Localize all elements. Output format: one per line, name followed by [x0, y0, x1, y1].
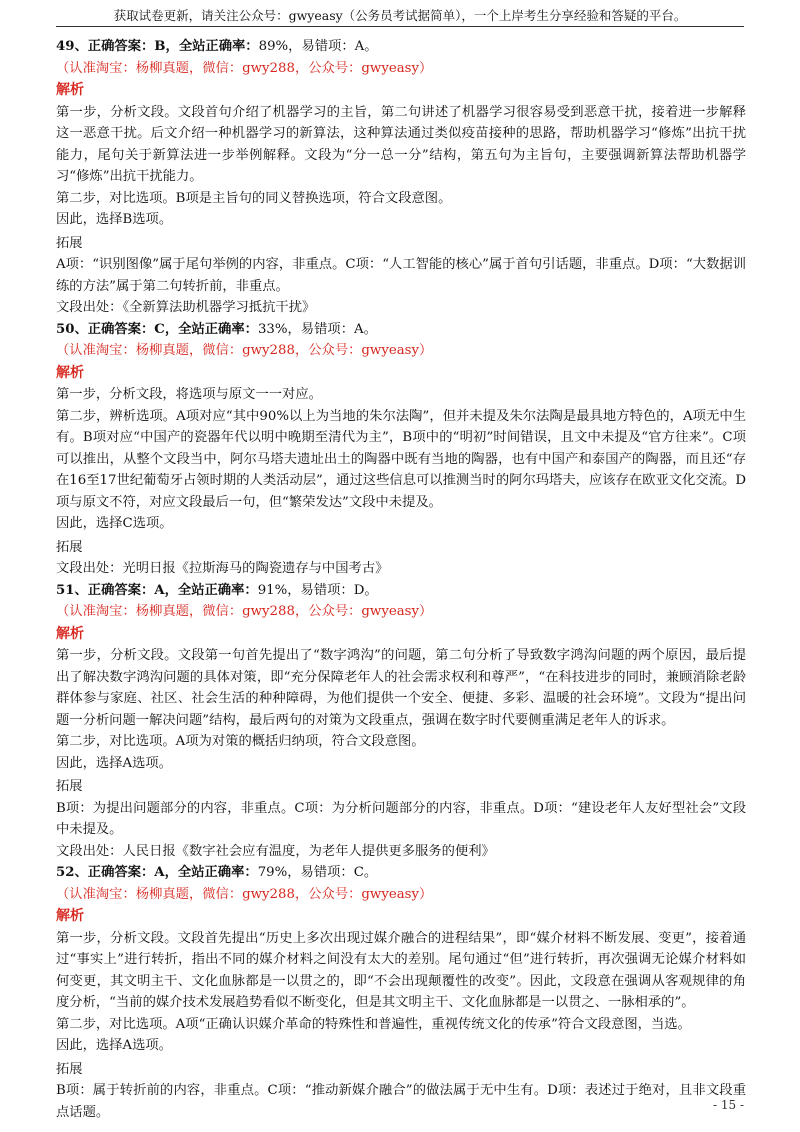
analysis-paragraph: 第二步，对比选项。B项是主旨句的同义替换选项，符合文段意图。 — [56, 190, 452, 206]
analysis-paragraph: 第一步，分析文段。文段第一句首先提出了“数字鸿沟”的问题，第二句分析了导致数字鸿沟问题的两个原因，最后提出了解决数字鸿沟问题的具体对策，即“充分保障老年人的社会需求权利和尊严”，“在科技进步的同时，兼顾消除老龄群体参与家庭、社区、社会生活的种种障碍，为他们提供一个安全、便捷、多彩、温暖的社会环境”。文段为“提出问题一分析问题一解决问题”结构，最后两句的对策为文段重点，强调在数字时代要侧重满足老年人的诉求。 — [56, 648, 746, 728]
promo-text: （认准淘宝：杨柳真题，微信：gwy288，公众号：gwyeasy） — [56, 604, 433, 619]
extension-label: 拓展 — [56, 1061, 83, 1077]
error-option: ，易错项：A。 — [288, 39, 378, 54]
answer-heading — [56, 36, 746, 79]
question-block — [56, 862, 746, 1123]
analysis-label: 解析 — [56, 364, 84, 381]
question-block — [56, 319, 746, 580]
accuracy-rate: 89% — [258, 39, 289, 54]
page-header: 获取试卷更新，请关注公众号：gwyeasy（公务员考试据简单），一个上岸考生分享经验和答疑的平台。 — [113, 8, 687, 23]
analysis-paragraph: 第一步，分析文段，将选项与原文一一对应。 — [56, 387, 322, 402]
extension-label: 拓展 — [56, 779, 83, 794]
accuracy-rate: 33% — [257, 321, 288, 337]
accuracy-rate: 91% — [257, 582, 288, 598]
analysis-paragraph: 因此，选择C选项。 — [56, 516, 173, 531]
analysis-label: 解析 — [56, 625, 84, 642]
promo-text: （认准淘宝：杨柳真题，微信：gwy288，公众号：gwyeasy） — [56, 343, 433, 358]
error-option: ，易错项：C。 — [287, 865, 378, 880]
extension-paragraph: B项：属于转折前的内容，非重点。C项：“推动新媒介融合”的做法属于无中生有。D项：表述过于绝对，且非文段重点话题。 — [56, 1083, 746, 1120]
extension-paragraph: B项：为提出问题部分的内容，非重点。C项：为分析问题部分的内容，非重点。D项：“建设老年人友好型社会”文段中未提及。 — [56, 800, 746, 837]
answer-key: 50、正确答案：C，全站正确率： — [56, 321, 258, 337]
extension-paragraph: 文段出处：人民日报《数字社会应有温度，为老年人提供更多服务的便利》 — [56, 843, 495, 859]
answer-key: 52、正确答案：A，全站正确率： — [56, 865, 258, 880]
analysis-paragraph: 因此，选择B选项。 — [56, 212, 173, 227]
answer-key: 51、正确答案：A，全站正确率： — [56, 582, 258, 598]
analysis-label: 解析 — [56, 82, 84, 98]
page-number: - 15 - — [712, 1098, 744, 1112]
analysis-paragraph: 第一步，分析文段。文段首先提出“历史上多次出现过媒介融合的进程结果”，即“媒介材料不断发展、变更”，接着通过“事实上”进行转折，指出不同的媒介材料之间没有太大的差别。尾句通过“但”进行转折，再次强调无论媒介材料如何变更，其文明主干、文化血脉都是一以贯之的，即“不会出现颠覆性的改变”。因此，文段意在强调从客观规律的角度分析，“当前的媒介技术发展趋势看似不断变化，但是其文明主干、文化血脉都是一以贯之、一脉相承的”。 — [56, 930, 746, 1010]
extension-paragraph: 文段出处：光明日报《拉斯海马的陶瓷遗存与中国考古》 — [56, 561, 389, 576]
header-divider — [56, 26, 744, 27]
promo-text: （认准淘宝：杨柳真题，微信：gwy288，公众号：gwyeasy） — [56, 60, 433, 76]
analysis-paragraph: 第二步，辨析选项。A项对应“其中90%以上为当地的朱尔法陶”，但并未提及朱尔法陶是最具地方特色的，A项无中生有。B项对应“中国产的瓷器年代以明中晚期至清代为主”，B项中的“明初”时间错误，且文中未提及“官方往来”。C项可以推出，从整个文段当中，阿尔马塔夫遗址出土的陶器中既有当地的陶器，也有中国产和泰国产的陶器，而且还“存在16至17世纪葡萄牙占领时期的人类活动层”，通过这些信息可以推测当时的阿尔玛塔夫，应该存在欧亚文化交流。D项与原文不符，对应文段最后一句，但“繁荣发达”文段中未提及。 — [56, 408, 746, 510]
answer-heading — [56, 319, 746, 362]
promo-text: （认准淘宝：杨柳真题，微信：gwy288，公众号：gwyeasy） — [56, 886, 433, 902]
analysis-paragraph: 因此，选择A选项。 — [56, 755, 172, 771]
answer-key: 49、正确答案：B，全站正确率： — [56, 39, 259, 54]
extension-label: 拓展 — [56, 235, 83, 251]
answer-heading — [56, 862, 746, 905]
extension-paragraph: 文段出处：《全新算法助机器学习抵抗干扰》 — [56, 300, 316, 315]
answer-content — [56, 36, 746, 1123]
analysis-paragraph: 因此，选择A选项。 — [56, 1038, 172, 1053]
analysis-paragraph: 第一步，分析文段。文段首句介绍了机器学习的主旨，第二句讲述了机器学习很容易受到恶意干扰，接着进一步解释这一恶意干扰。后文介绍一种机器学习的新算法，这种算法通过类似疫苗接种的思路，帮助机器学习“修炼”出抗干扰能力，尾句关于新算法进一步举例解释。文段为“分一总一分”结构，第五句为主旨句，主要强调新算法帮助机器学习“修炼”出抗干扰能力。 — [56, 104, 746, 184]
extension-paragraph: A项：“识别图像”属于尾句举例的内容，非重点。C项：“人工智能的核心”属于首句引话题，非重点。D项：“大数据训练的方法”属于第二句转折前，非重点。 — [56, 257, 746, 294]
question-block — [56, 580, 746, 863]
error-option: ，易错项：A。 — [287, 321, 377, 337]
analysis-label: 解析 — [56, 908, 84, 924]
question-block — [56, 36, 746, 319]
answer-heading — [56, 580, 746, 623]
analysis-paragraph: 第二步，对比选项。A项为对策的概括归纳项，符合文段意图。 — [56, 734, 425, 749]
extension-label: 拓展 — [56, 539, 83, 555]
analysis-paragraph: 第二步，对比选项。A项“正确认识媒介革命的特殊性和普遍性，重视传统文化的传承”符合文段意图，当选。 — [56, 1016, 691, 1032]
accuracy-rate: 79% — [257, 865, 288, 880]
error-option: ，易错项：D。 — [287, 582, 378, 598]
